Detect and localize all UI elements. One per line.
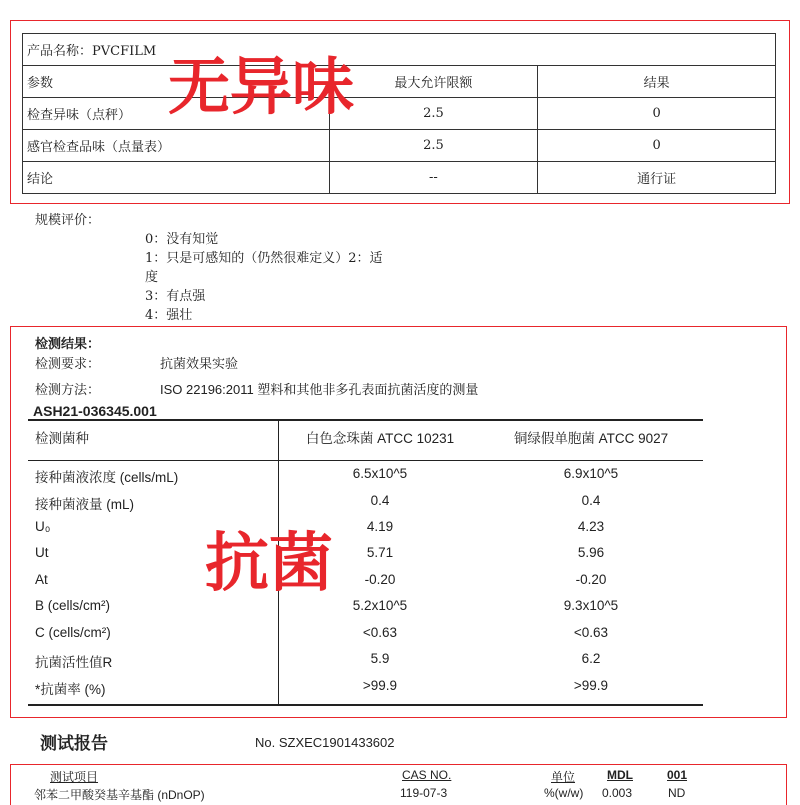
header-rule bbox=[28, 460, 703, 461]
value-pseudomonas: 6.2 bbox=[581, 651, 601, 666]
row-label: Ut bbox=[35, 545, 49, 560]
report-id: ASH21-036345.001 bbox=[33, 403, 157, 419]
test-item-cas: 119-07-3 bbox=[400, 786, 448, 800]
header-result: 结果 bbox=[538, 66, 776, 98]
scale-list bbox=[145, 230, 383, 325]
value-candida: <0.63 bbox=[362, 625, 398, 640]
result-cell: 0 bbox=[538, 130, 776, 162]
test-item-name: 邻苯二甲酸癸基辛基酯 (nDnOP) bbox=[34, 788, 205, 802]
scale-item: 度 bbox=[145, 270, 159, 285]
row-label: B (cells/cm²) bbox=[35, 598, 110, 613]
table-header-row bbox=[28, 427, 703, 453]
odor-free-overlay: 无异味 bbox=[168, 50, 355, 123]
test-item-unit: %(w/w) bbox=[544, 786, 584, 800]
scale-item: 0：没有知觉 bbox=[145, 232, 219, 247]
value-candida: >99.9 bbox=[362, 678, 398, 693]
product-name: 产品名称：PVCFILM bbox=[23, 34, 776, 66]
table-row bbox=[28, 466, 703, 492]
result-cell: 通行证 bbox=[538, 162, 776, 194]
table-row bbox=[23, 162, 776, 194]
scale-title: 规模评价： bbox=[35, 213, 101, 228]
table-row bbox=[28, 678, 703, 704]
value-candida: 6.5x10^5 bbox=[352, 466, 408, 481]
header-param: 参数 bbox=[23, 66, 330, 98]
requirement-label: 检测要求： bbox=[35, 356, 101, 371]
table-row bbox=[23, 66, 776, 98]
param-cell: 检查异味（点秤） bbox=[23, 98, 330, 130]
table-row bbox=[28, 572, 703, 598]
antibacterial-overlay: 抗菌 bbox=[205, 527, 333, 601]
header-limit: 最大允许限额 bbox=[329, 66, 538, 98]
param-cell: 结论 bbox=[23, 162, 330, 194]
value-pseudomonas: 4.23 bbox=[577, 519, 605, 534]
limit-cell: 2.5 bbox=[329, 98, 538, 130]
value-pseudomonas: 0.4 bbox=[581, 493, 601, 508]
row-label: 接种菌液浓度 (cells/mL) bbox=[35, 470, 179, 485]
requirement-value: 抗菌效果实验 bbox=[160, 356, 239, 371]
method-value: ISO 22196:2011 塑料和其他非多孔表面抗菌活度的测量 bbox=[160, 382, 479, 397]
table-row bbox=[23, 130, 776, 162]
value-pseudomonas: <0.63 bbox=[573, 625, 609, 640]
table-row bbox=[28, 519, 703, 545]
value-candida: 0.4 bbox=[370, 493, 390, 508]
scale-item: 4：强壮 bbox=[145, 308, 193, 323]
param-cell: 感官检查品味（点量表） bbox=[23, 130, 330, 162]
value-pseudomonas: -0.20 bbox=[575, 572, 607, 587]
table-row bbox=[23, 98, 776, 130]
table-row bbox=[28, 598, 703, 624]
row-label: *抗菌率 (%) bbox=[35, 682, 106, 697]
value-pseudomonas: 9.3x10^5 bbox=[563, 598, 619, 613]
value-pseudomonas: >99.9 bbox=[573, 678, 609, 693]
test-header-unit: 单位 bbox=[551, 770, 576, 784]
method-label: 检测方法： bbox=[35, 382, 101, 397]
test-item-mdl: 0.003 bbox=[602, 786, 633, 800]
report-number: No. SZXEC1901433602 bbox=[255, 735, 395, 750]
report-title: 测试报告 bbox=[40, 734, 108, 754]
value-pseudomonas: 6.9x10^5 bbox=[563, 466, 619, 481]
top-rule bbox=[28, 419, 703, 421]
row-label: At bbox=[35, 572, 48, 587]
row-label: C (cells/cm²) bbox=[35, 625, 111, 640]
bottom-rule bbox=[28, 704, 703, 706]
scale-item: 1：只是可感知的（仍然很难定义）2：适 bbox=[145, 251, 383, 266]
result-cell: 0 bbox=[538, 98, 776, 130]
value-pseudomonas: 5.96 bbox=[577, 545, 605, 560]
header-strain: 检测菌种 bbox=[35, 431, 89, 446]
value-candida: 5.9 bbox=[370, 651, 390, 666]
test-header-sample: 001 bbox=[667, 768, 688, 782]
value-candida: -0.20 bbox=[364, 572, 396, 587]
value-candida: 4.19 bbox=[366, 519, 394, 534]
table-row bbox=[28, 625, 703, 651]
result-heading: 检测结果： bbox=[35, 336, 101, 351]
test-header-item: 测试项目 bbox=[50, 770, 99, 784]
limit-cell: -- bbox=[329, 162, 538, 194]
row-label: U₀ bbox=[35, 519, 51, 534]
limit-cell: 2.5 bbox=[329, 130, 538, 162]
test-header-cas: CAS NO. bbox=[402, 768, 452, 782]
test-header-mdl: MDL bbox=[607, 768, 633, 782]
row-label: 接种菌液量 (mL) bbox=[35, 497, 134, 512]
scale-item: 3：有点强 bbox=[145, 289, 206, 304]
row-label: 抗菌活性值R bbox=[35, 655, 113, 670]
table-row bbox=[28, 493, 703, 519]
table-row bbox=[28, 651, 703, 677]
value-candida: 5.71 bbox=[366, 545, 394, 560]
test-item-result: ND bbox=[668, 786, 686, 800]
odor-table bbox=[22, 33, 776, 194]
table-row bbox=[28, 545, 703, 571]
value-candida: 5.2x10^5 bbox=[352, 598, 408, 613]
table-row bbox=[23, 34, 776, 66]
header-candida: 白色念珠菌 ATCC 10231 bbox=[305, 431, 455, 446]
header-pseudomonas: 铜绿假单胞菌 ATCC 9027 bbox=[513, 431, 669, 446]
